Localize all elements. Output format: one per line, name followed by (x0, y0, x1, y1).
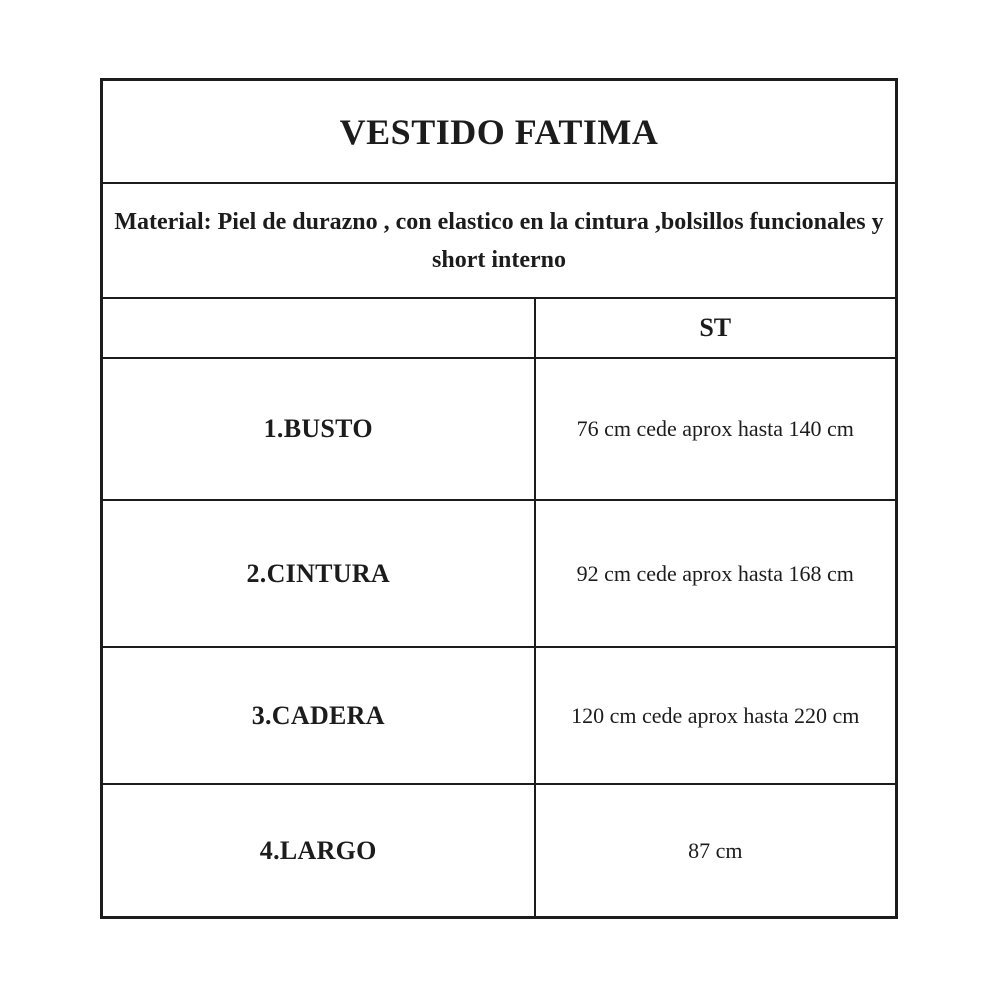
material-row (102, 183, 897, 298)
size-column-header: ST (535, 298, 897, 358)
chart-title: VESTIDO FATIMA (102, 80, 897, 184)
measurement-label: 4.LARGO (102, 784, 535, 918)
table-row (102, 358, 897, 500)
header-row (102, 298, 897, 358)
table-row (102, 500, 897, 647)
measurement-label: 1.BUSTO (102, 358, 535, 500)
measurement-label: 3.CADERA (102, 647, 535, 784)
measurement-value: 92 cm cede aprox hasta 168 cm (535, 500, 897, 647)
measurement-value: 76 cm cede aprox hasta 140 cm (535, 358, 897, 500)
table-row (102, 647, 897, 784)
measurement-label: 2.CINTURA (102, 500, 535, 647)
measurement-value: 87 cm (535, 784, 897, 918)
table-row (102, 784, 897, 918)
measurement-value: 120 cm cede aprox hasta 220 cm (535, 647, 897, 784)
material-note: Material: Piel de durazno , con elastico en la cintura ,bolsillos funcionales y short interno (102, 183, 897, 298)
empty-header-cell (102, 298, 535, 358)
title-row (102, 80, 897, 184)
size-chart-table (100, 78, 898, 919)
